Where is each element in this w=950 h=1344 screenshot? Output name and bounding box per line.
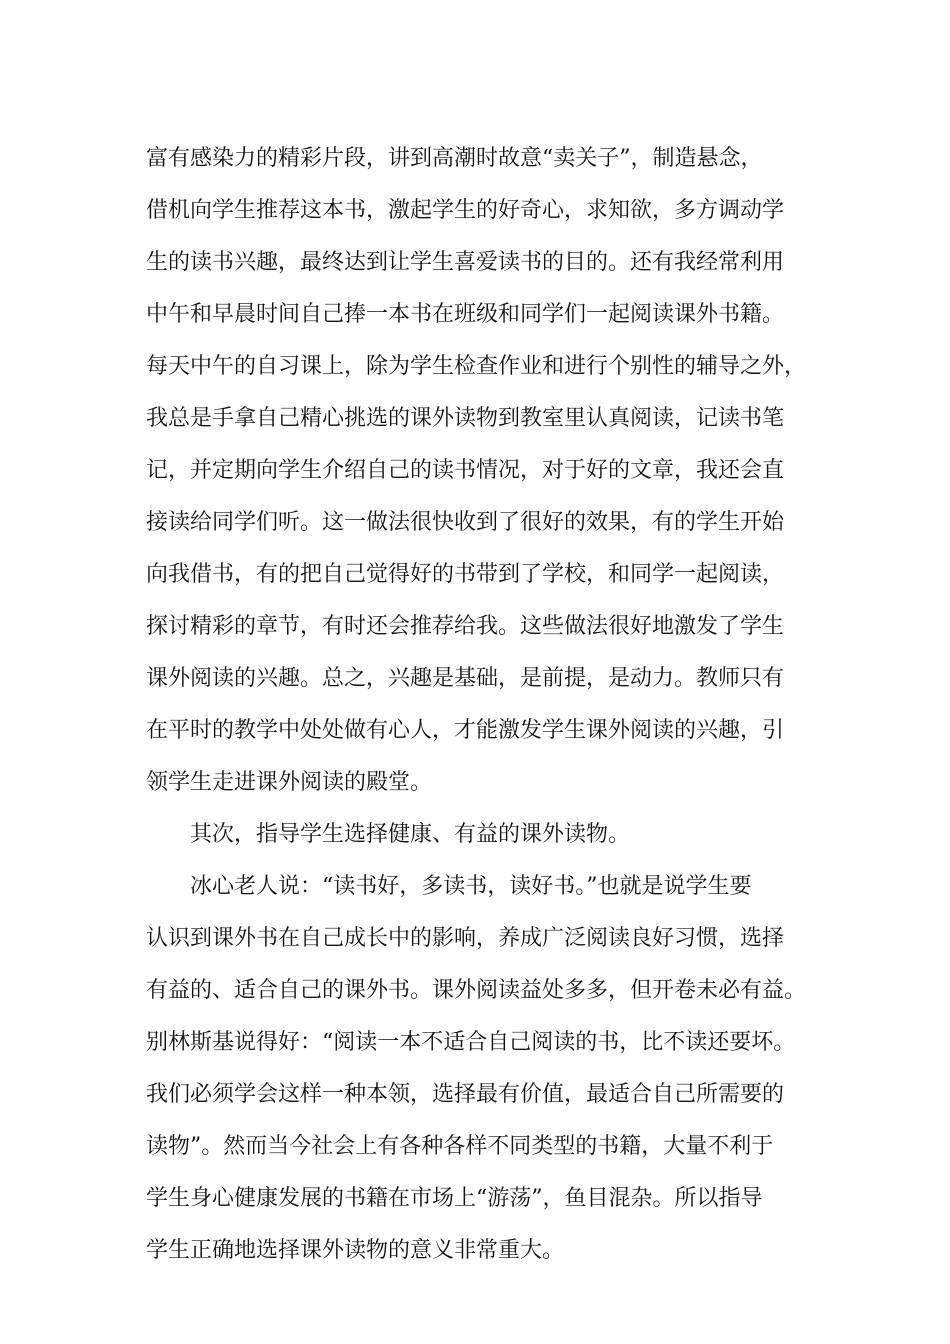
- text-line: 学生身心健康发展的书籍在市场上“游荡”，鱼目混杂。所以指导: [146, 1186, 763, 1211]
- section-heading: 其次，指导学生选择健康、有益的课外读物。: [190, 822, 631, 847]
- body-text: [146, 133, 826, 1277]
- text-line: 有益的、适合自己的课外书。课外阅读益处多多，但开卷未必有益。: [146, 978, 807, 1003]
- text-line: 我总是手拿自己精心挑选的课外读物到教室里认真阅读，记读书笔: [146, 406, 785, 431]
- text-line: 冰心老人说：“读书好，多读书，读好书。”也就是说学生要: [190, 874, 752, 899]
- text-line: 读物”。然而当今社会上有各种各样不同类型的书籍，大量不利于: [146, 1134, 774, 1159]
- text-line: 向我借书，有的把自己觉得好的书带到了学校，和同学一起阅读，: [146, 562, 785, 587]
- text-line: 别林斯基说得好：“阅读一本不适合自己阅读的书，比不读还要坏。: [146, 1030, 796, 1055]
- text-line: 生的读书兴趣，最终达到让学生喜爱读书的目的。还有我经常利用: [146, 250, 785, 275]
- text-line: 学生正确地选择课外读物的意义非常重大。: [146, 1238, 565, 1263]
- text-line: 借机向学生推荐这本书，激起学生的好奇心，求知欲，多方调动学: [146, 198, 785, 223]
- text-line: 领学生走进课外阅读的殿堂。: [146, 770, 433, 795]
- text-line: 每天中午的自习课上，除为学生检查作业和进行个别性的辅导之外，: [146, 354, 807, 379]
- text-line: 接读给同学们听。这一做法很快收到了很好的效果，有的学生开始: [146, 510, 785, 535]
- text-line: 中午和早晨时间自己捧一本书在班级和同学们一起阅读课外书籍。: [146, 302, 785, 327]
- text-line: 认识到课外书在自己成长中的影响，养成广泛阅读良好习惯，选择: [146, 926, 785, 951]
- text-line: 我们必须学会这样一种本领，选择最有价值，最适合自己所需要的: [146, 1082, 785, 1107]
- text-line: 记，并定期向学生介绍自己的读书情况，对于好的文章，我还会直: [146, 458, 785, 483]
- text-line: 探讨精彩的章节，有时还会推荐给我。这些做法很好地激发了学生: [146, 614, 785, 639]
- text-line: 课外阅读的兴趣。总之，兴趣是基础，是前提，是动力。教师只有: [146, 666, 785, 691]
- text-line: 在平时的教学中处处做有心人，才能激发学生课外阅读的兴趣，引: [146, 718, 785, 743]
- text-line: 富有感染力的精彩片段，讲到高潮时故意“卖关子”，制造悬念，: [146, 146, 763, 171]
